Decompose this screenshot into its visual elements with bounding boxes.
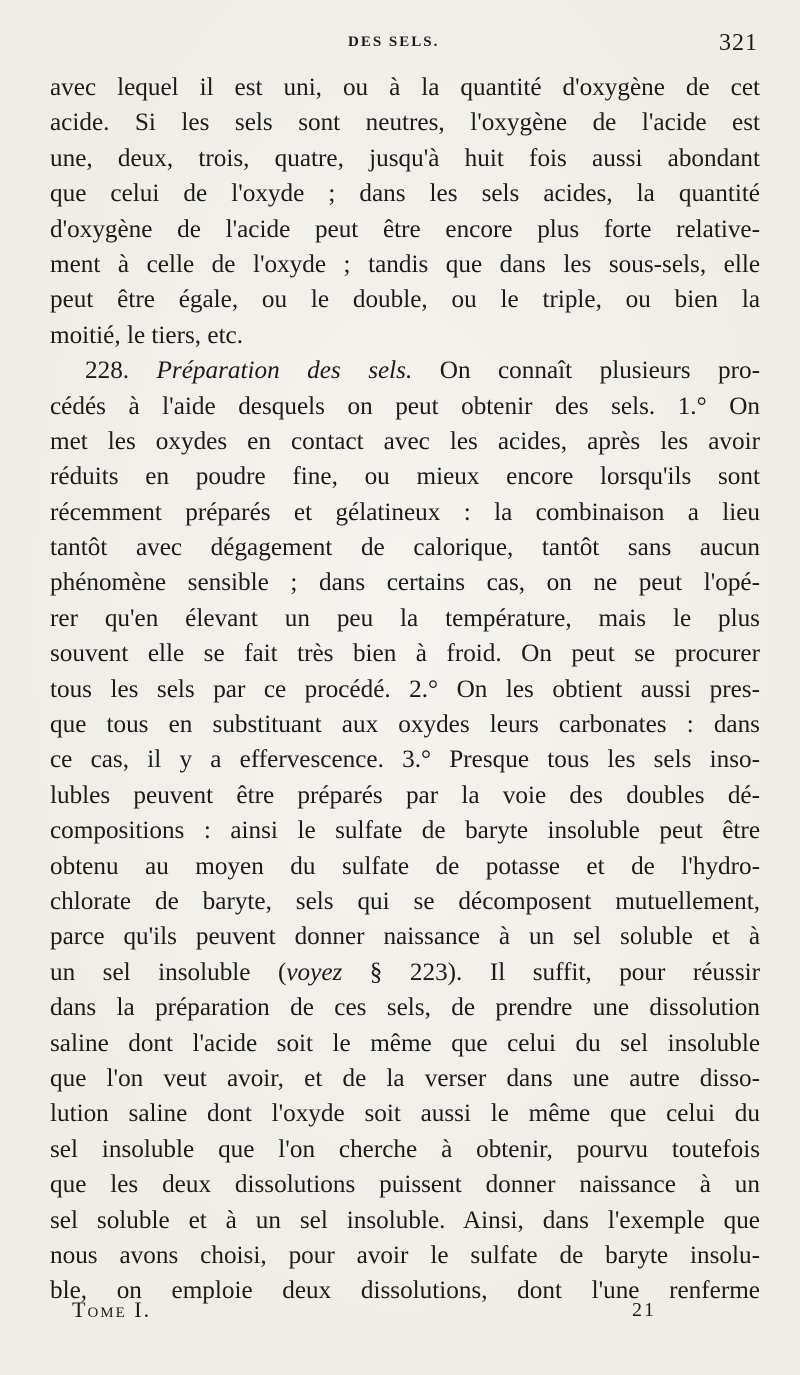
text-line: nous avons choisi, pour avoir le sulfate de baryte insolu-	[50, 1241, 760, 1269]
text-line: que l'on veut avoir, et de la verser dans une autre disso-	[50, 1064, 760, 1092]
text-line: récemment préparés et gélatineux : la combinaison a lieu	[50, 498, 760, 526]
text-line: sel insoluble que l'on cherche à obtenir, pourvu toutefois	[50, 1135, 760, 1163]
text-line: peut être égale, ou le double, ou le triple, ou bien la	[50, 286, 760, 314]
text-line: met les oxydes en contact avec les acides, après les avoir	[50, 427, 760, 455]
text-line: tantôt avec dégagement de calorique, tantôt sans aucun	[50, 534, 760, 562]
text-line: chlorate de baryte, sels qui se décomposent mutuellement,	[50, 887, 760, 915]
running-head: DES SELS.	[348, 34, 440, 50]
text-line: que les deux dissolutions puissent donner naissance à un	[50, 1171, 760, 1199]
text-line: que celui de l'oxyde ; dans les sels acides, la quantité	[50, 180, 760, 208]
volume-label: Tome I.	[72, 1297, 152, 1322]
text-line: ble, on emploie deux dissolutions, dont l'une renferme	[50, 1277, 760, 1305]
text-line: un sel insoluble (voyez § 223). Il suffit, pour réussir	[50, 958, 761, 986]
body-text	[50, 70, 760, 1309]
text-line: une, deux, trois, quatre, jusqu'à huit fois aussi abondant	[50, 144, 760, 172]
text-line: lubles peuvent être préparés par la voie des doubles dé-	[50, 781, 760, 809]
text-line: lution saline dont l'oxyde soit aussi le même que celui du	[50, 1100, 760, 1128]
signature-mark: 21	[632, 1299, 656, 1321]
text-line: que tous en substituant aux oxydes leurs carbonates : dans	[50, 711, 760, 739]
text-line: ment à celle de l'oxyde ; tandis que dans les sous-sels, elle	[50, 250, 760, 278]
text-line: obtenu au moyen du sulfate de potasse et de l'hydro-	[50, 852, 760, 880]
text-line: acide. Si les sels sont neutres, l'oxygène de l'acide est	[50, 109, 760, 137]
page-header	[0, 30, 800, 60]
text-line: d'oxygène de l'acide peut être encore plus forte relative-	[50, 215, 760, 243]
text-line: 228. Préparation des sels. On connaît plusieurs pro-	[85, 357, 760, 385]
page-number: 321	[719, 30, 758, 56]
text-line: dans la préparation de ces sels, de prendre une dissolution	[50, 994, 760, 1022]
text-line: moitié, le tiers, etc.	[50, 321, 244, 349]
text-line: avec lequel il est uni, ou à la quantité d'oxygène de cet	[50, 74, 760, 101]
page-footer	[0, 1297, 800, 1337]
text-line: tous les sels par ce procédé. 2.° On les obtient aussi pres-	[50, 675, 760, 703]
text-line: cédés à l'aide desquels on peut obtenir des sels. 1.° On	[50, 392, 760, 420]
text-line: parce qu'ils peuvent donner naissance à un sel soluble et à	[50, 923, 760, 951]
text-line: phénomène sensible ; dans certains cas, on ne peut l'opé-	[50, 569, 760, 597]
text-line: sel soluble et à un sel insoluble. Ainsi, dans l'exemple que	[50, 1206, 760, 1234]
text-line: saline dont l'acide soit le même que celui du sel insoluble	[50, 1029, 760, 1057]
text-line: rer qu'en élevant un peu la température, mais le plus	[50, 604, 760, 632]
text-line: compositions : ainsi le sulfate de baryte insoluble peut être	[50, 817, 760, 845]
text-line: réduits en poudre fine, ou mieux encore lorsqu'ils sont	[50, 463, 760, 491]
text-line: ce cas, il y a effervescence. 3.° Presque tous les sels inso-	[50, 746, 760, 774]
text-line: souvent elle se fait très bien à froid. On peut se procurer	[50, 640, 760, 668]
